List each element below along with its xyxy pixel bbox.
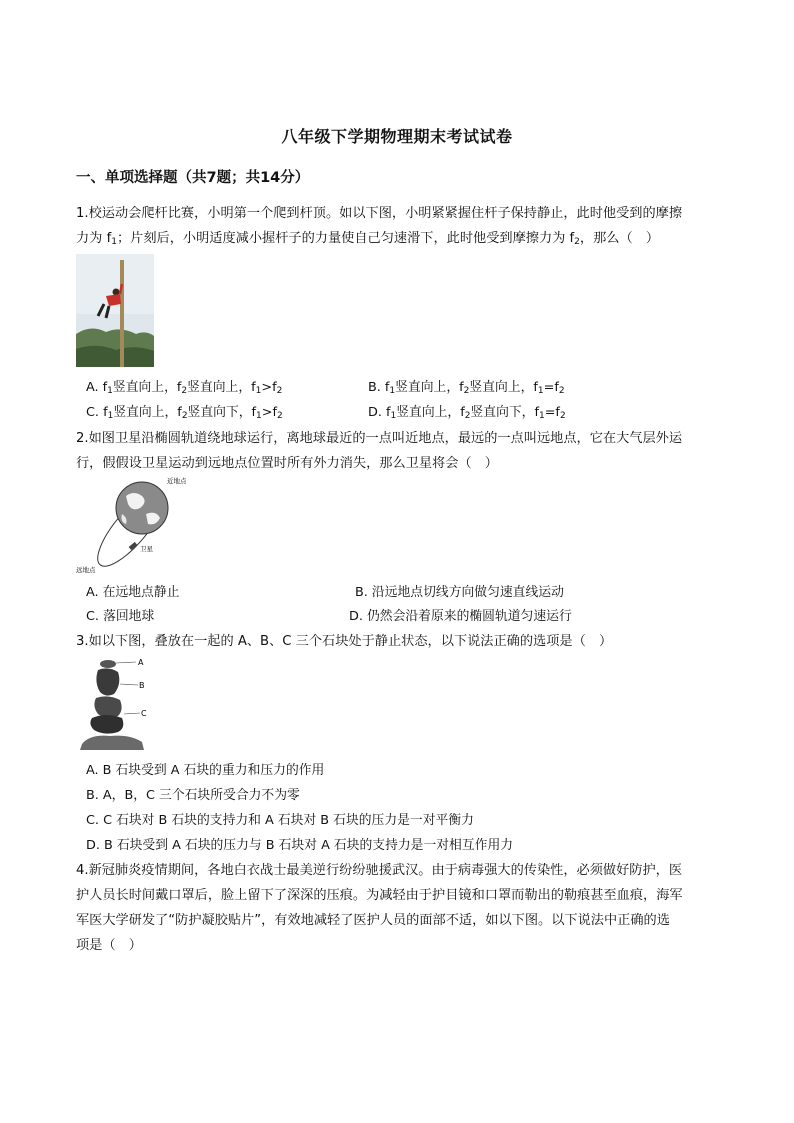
pole-climbing-photo [76, 254, 154, 367]
page-title: 八年级下学期物理期末考试试卷 [281, 127, 513, 146]
q3-option-c[interactable]: C. C 石块对 B 石块的支持力和 A 石块对 B 石块的压力是一对平衡力 [86, 813, 474, 828]
q1-stem-line1: 1.校运动会爬杆比赛，小明第一个爬到杆顶。如以下图，小明紧紧握住杆子保持静止，此时他受到的摩擦 [76, 206, 683, 221]
q2-option-c[interactable]: C. 落回地球 [86, 609, 155, 624]
section-heading: 一、单项选择题（共7题；共14分） [76, 170, 310, 186]
q2-stem-line2: 行，假假设卫星运动到远地点位置时所有外力消失，那么卫星将会（ ） [76, 456, 498, 471]
q1-stem-line2: 力为 $f_1$；片刻后，小明适度减小握杆子的力量使自己匀速滑下，此时他受到摩擦力为 $f_2$，那么（ ） [76, 231, 660, 247]
label-near-point: 近地点 [167, 477, 186, 485]
q1-option-a[interactable]: A. $f_1$竖直向上，$f_2$竖直向上，$f_1>f_2$ [86, 380, 283, 396]
label-satellite: 卫星 [140, 545, 153, 553]
q2-option-d[interactable]: D. 仍然会沿着原来的椭圆轨道匀速运行 [349, 609, 572, 624]
label-stone-c: C [141, 709, 147, 718]
label-stone-b: B [139, 681, 145, 690]
q3-option-a[interactable]: A. B 石块受到 A 石块的重力和压力的作用 [86, 763, 325, 778]
q4-stem-line2: 护人员长时间戴口罩后，脸上留下了深深的压痕。为减轻由于护目镜和口罩而勒出的勒痕甚至血痕，海军 [76, 888, 683, 903]
satellite-orbit-diagram [76, 474, 186, 576]
label-stone-a: A [138, 658, 144, 667]
q2-stem-line1: 2.如图卫星沿椭圆轨道绕地球运行，离地球最近的一点叫近地点，最远的一点叫远地点，它在大气层外运 [76, 431, 683, 446]
q4-stem-line1: 4.新冠肺炎疫情期间，各地白衣战士最美逆行纷纷驰援武汉。由于病毒强大的传染性，必须做好防护，医 [76, 863, 683, 878]
q2-option-a[interactable]: A. 在远地点静止 [86, 585, 180, 600]
q3-option-d[interactable]: D. B 石块受到 A 石块的压力与 B 石块对 A 石块的支持力是一对相互作用力 [86, 838, 514, 853]
q4-stem-line4: 项是（ ） [76, 938, 142, 953]
q3-option-b[interactable]: B. A，B，C 三个石块所受合力不为零 [86, 788, 300, 803]
q1-option-c[interactable]: C. $f_1$竖直向上，$f_2$竖直向下，$f_1>f_2$ [86, 405, 283, 421]
label-far-point: 远地点 [76, 566, 96, 574]
q2-option-b[interactable]: B. 沿远地点切线方向做匀速直线运动 [355, 585, 564, 600]
q4-stem-line3: 军医大学研发了“防护凝胶贴片”，有效地减轻了医护人员的面部不适，如以下图。以下说法中正确的选 [76, 913, 670, 928]
stacked-stones-figure [80, 654, 152, 750]
q3-stem-line1: 3.如以下图，叠放在一起的 A、B、C 三个石块处于静止状态，以下说法正确的选项是（ ） [76, 634, 613, 649]
q1-option-b[interactable]: B. $f_1$竖直向上，$f_2$竖直向上，$f_1=f_2$ [368, 380, 565, 396]
q1-option-d[interactable]: D. $f_1$竖直向上，$f_2$竖直向下，$f_1=f_2$ [368, 405, 566, 421]
